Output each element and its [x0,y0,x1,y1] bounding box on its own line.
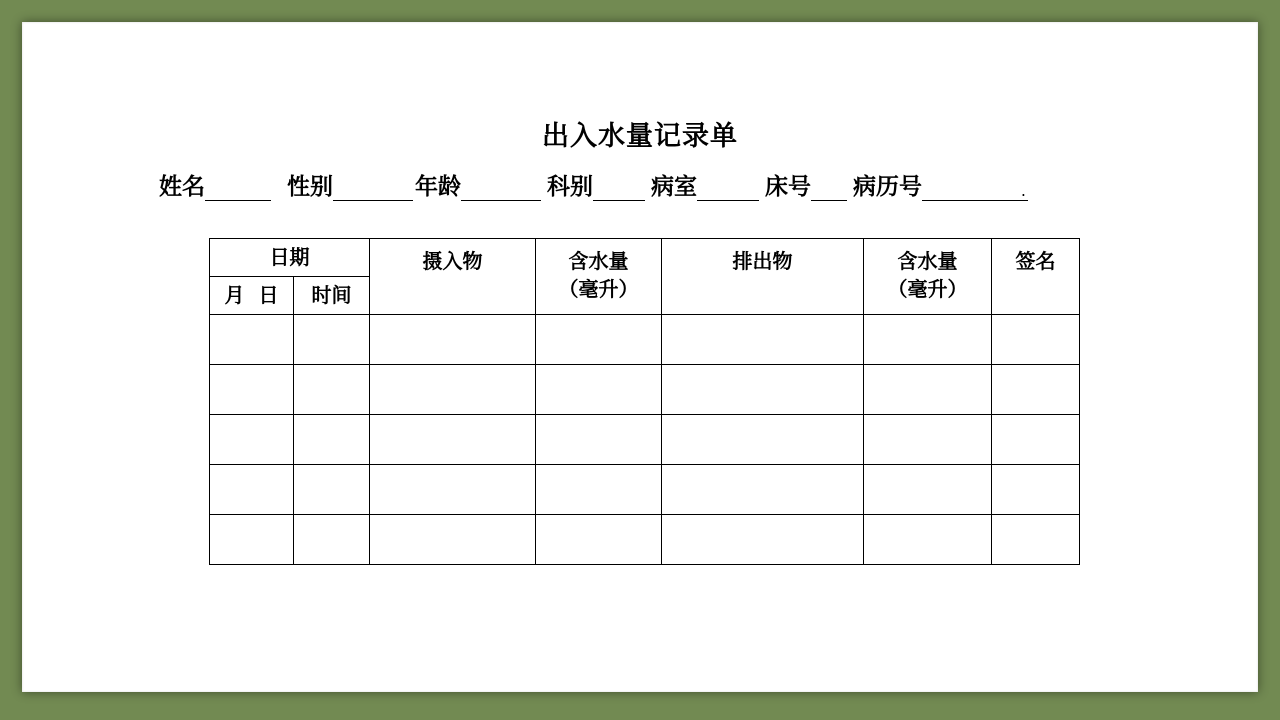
cell-output[interactable] [662,515,864,565]
cell-signature[interactable] [992,315,1080,365]
header-output-water-line1: 含水量 [897,249,958,273]
cell-signature[interactable] [992,365,1080,415]
table-row [210,465,1080,515]
cell-time[interactable] [294,465,370,515]
cell-signature[interactable] [992,415,1080,465]
cell-intake[interactable] [370,515,536,565]
table-row [210,415,1080,465]
cell-intake[interactable] [370,415,536,465]
cell-month-day[interactable] [210,365,294,415]
cell-month-day[interactable] [210,415,294,465]
field-blank-age[interactable] [461,174,541,201]
cell-intake-water[interactable] [536,315,662,365]
cell-intake[interactable] [370,365,536,415]
cell-signature[interactable] [992,465,1080,515]
field-label-department: 科别 [547,174,593,200]
field-label-ward: 病室 [651,174,697,200]
cell-month-day[interactable] [210,465,294,515]
cell-intake-water[interactable] [536,415,662,465]
header-intake-water-line1: 含水量 [568,249,629,273]
cell-month-day[interactable] [210,515,294,565]
field-label-age: 年龄 [415,174,461,200]
cell-time[interactable] [294,415,370,465]
header-output: 排出物 [662,239,864,315]
cell-intake-water[interactable] [536,465,662,515]
field-blank-ward[interactable] [697,174,759,201]
header-signature: 签名 [992,239,1080,315]
form-title: 出入水量记录单 [542,121,738,152]
cell-intake-water[interactable] [536,515,662,565]
header-intake-water [536,239,662,315]
table-row [210,365,1080,415]
field-label-bed: 床号 [765,174,811,200]
cell-intake-water[interactable] [536,365,662,415]
header-month-day: 月 日 [210,277,294,315]
cell-month-day[interactable] [210,315,294,365]
header-output-water [864,239,992,315]
field-blank-gender[interactable] [333,174,413,201]
cell-signature[interactable] [992,515,1080,565]
cell-time[interactable] [294,315,370,365]
header-output-water-line2: （毫升） [887,277,968,301]
intake-output-table [209,238,1080,565]
patient-info-line [159,168,1034,201]
field-label-record-number: 病历号 [853,174,922,200]
field-blank-name[interactable] [205,174,271,201]
cell-output-water[interactable] [864,365,992,415]
field-blank-record-number[interactable] [922,174,1028,201]
cell-intake[interactable] [370,315,536,365]
table-row [210,315,1080,365]
field-label-name: 姓名 [159,174,205,200]
field-blank-bed[interactable] [811,174,847,201]
header-intake: 摄入物 [370,239,536,315]
cell-output[interactable] [662,465,864,515]
header-time: 时间 [294,277,370,315]
cell-output[interactable] [662,315,864,365]
field-label-gender: 性别 [287,174,333,200]
field-suffix-dot: . [1020,181,1026,200]
cell-output-water[interactable] [864,515,992,565]
header-date: 日期 [210,239,370,277]
header-intake-water-line2: （毫升） [558,277,639,301]
cell-output-water[interactable] [864,315,992,365]
form-sheet [22,22,1258,692]
cell-time[interactable] [294,515,370,565]
table-row [210,515,1080,565]
field-blank-department[interactable] [593,174,645,201]
cell-intake[interactable] [370,465,536,515]
cell-output-water[interactable] [864,415,992,465]
cell-time[interactable] [294,365,370,415]
cell-output-water[interactable] [864,465,992,515]
cell-output[interactable] [662,365,864,415]
cell-output[interactable] [662,415,864,465]
